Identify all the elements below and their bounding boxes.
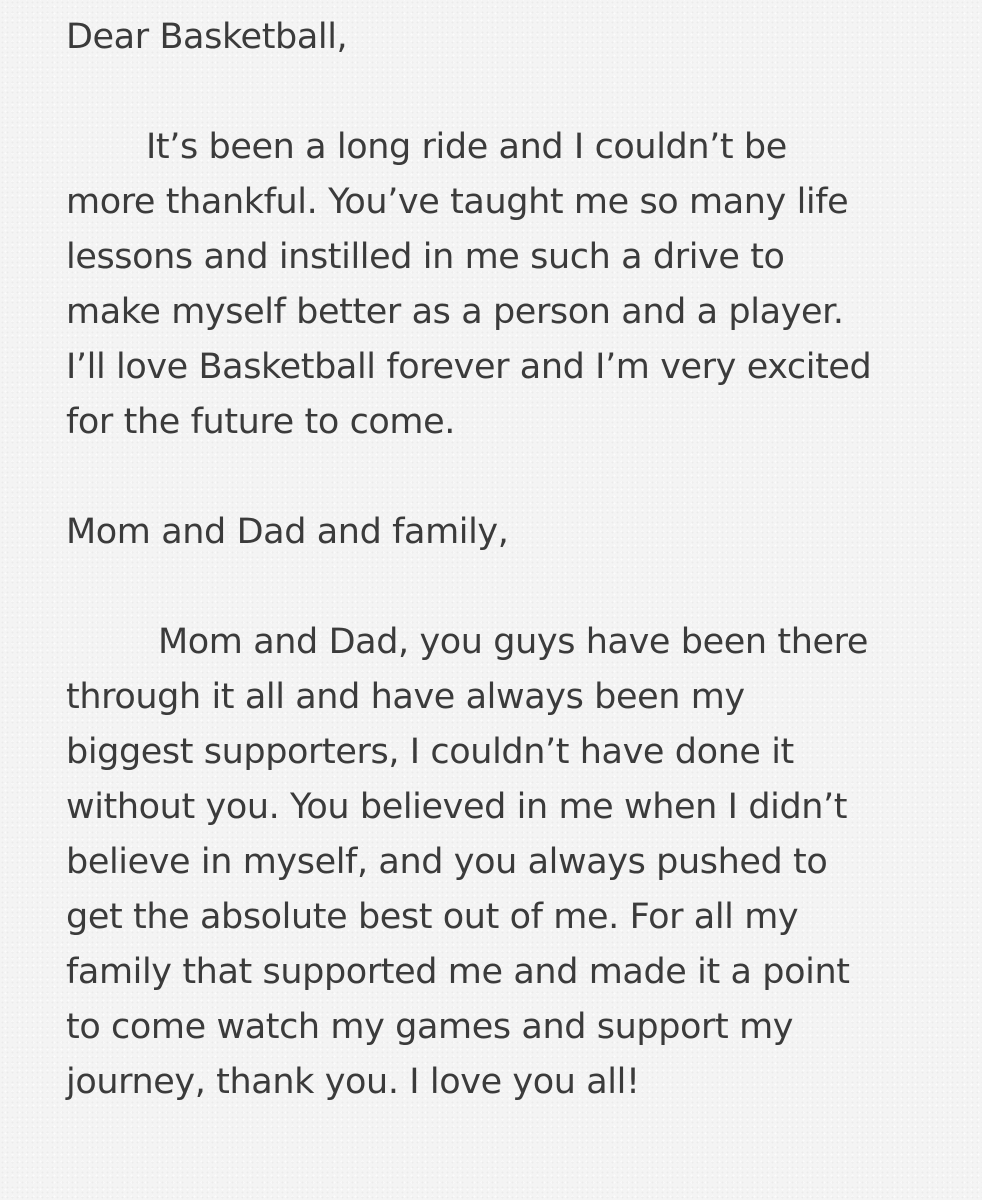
blank-line [66,560,956,615]
paragraph-line: It’s been a long ride and I couldn’t be [146,127,787,167]
salutation-family: Mom and Dad and family, [66,512,509,552]
paragraph-line: Mom and Dad, you guys have been there [158,622,868,662]
paragraph-family [66,615,956,1110]
paragraph-line: more thankful. You’ve taught me so many life [66,182,849,222]
paragraph-line: believe in myself, and you always pushed to [66,842,828,882]
paragraph-line: to come watch my games and support my [66,1007,794,1047]
paragraph-line: get the absolute best out of me. For all my [66,897,799,937]
paragraph-line: without you. You believed in me when I didn’t [66,787,848,827]
blank-line [66,65,956,120]
blank-line [66,450,956,505]
paragraph-line: family that supported me and made it a point [66,952,850,992]
paragraph-line: I’ll love Basketball forever and I’m very excited [66,347,872,387]
salutation-basketball: Dear Basketball, [66,17,348,57]
paragraph-basketball [66,120,956,450]
paragraph-line: lessons and instilled in me such a drive to [66,237,785,277]
paragraph-line: through it all and have always been my [66,677,745,717]
paragraph-line: for the future to come. [66,402,455,442]
letter-document [66,10,956,1110]
paragraph-line: biggest supporters, I couldn’t have done it [66,732,794,772]
paragraph-line: journey, thank you. I love you all! [66,1062,640,1102]
paragraph-line: make myself better as a person and a player. [66,292,844,332]
